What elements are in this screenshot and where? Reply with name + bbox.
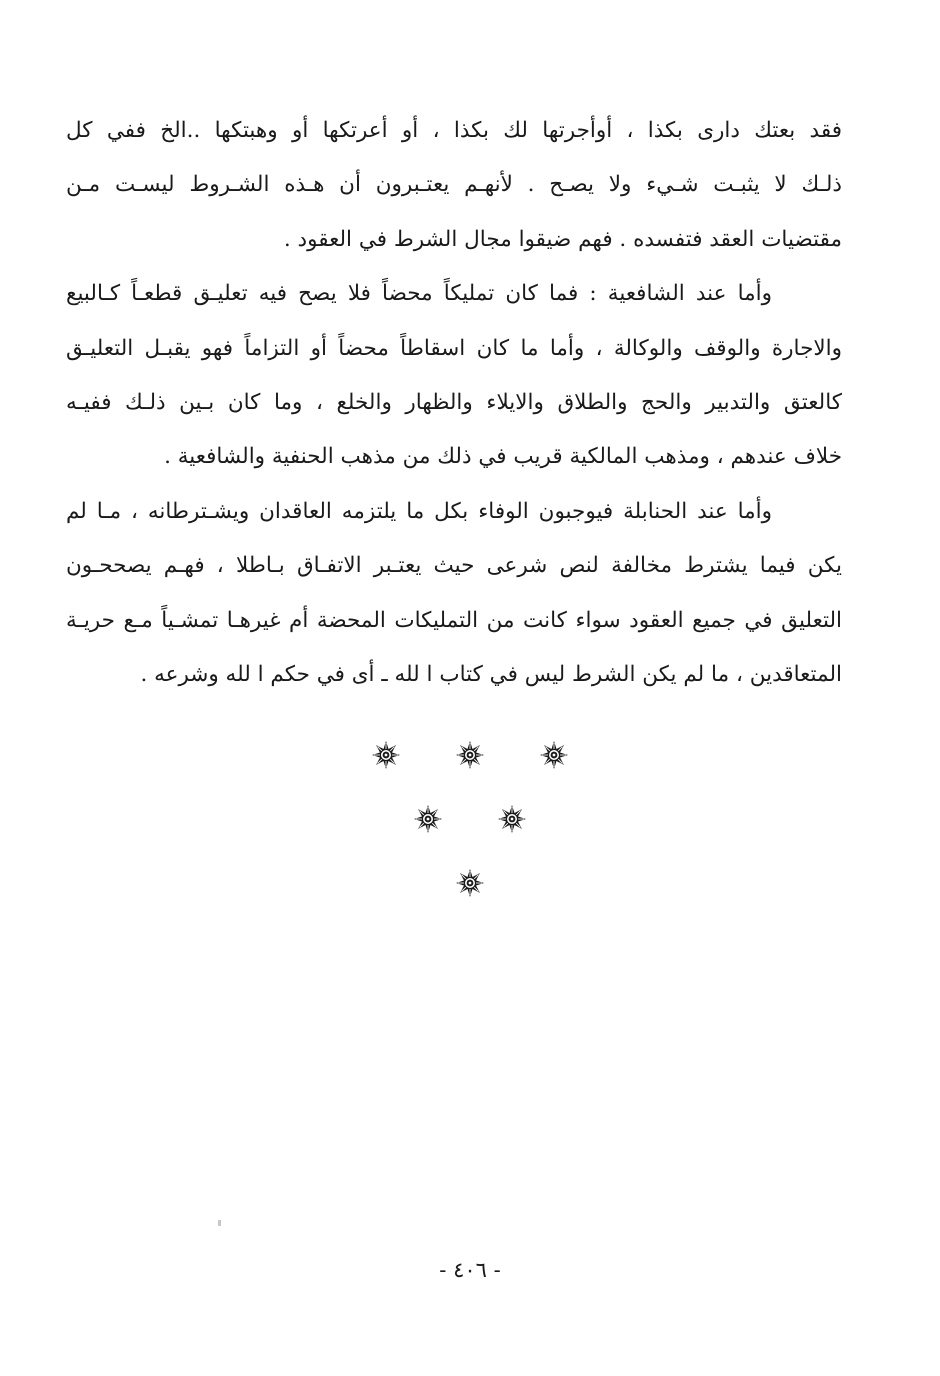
scan-speck [218, 1220, 221, 1226]
eight-point-star-icon [497, 804, 527, 834]
text-line: خلاف عندهم ، ومذهب المالكية قريب في ذلك من مذهب الحنفية والشافعية . [164, 444, 842, 470]
ornament-row-1 [0, 740, 940, 770]
text-line: فقد بعتك دارى بكذا ، أوأجرتها لك بكذا ، أو أعرتكها أو وهبتكها ..الخ ففي كل [66, 118, 842, 143]
paragraph-1 [66, 104, 842, 267]
text-line: وأما عند الحنابلة فيوجبون الوفاء بكل ما يلتزمه العاقدان ويشـترطانه ، مـا لم [66, 498, 772, 524]
text-line: يكن فيما يشترط مخالفة لنص شرعى حيث يعتـبر الاتفـاق بـاطلا ، فهـم يصححـون [66, 553, 842, 579]
section-ornament [0, 740, 940, 920]
eight-point-star-icon [539, 740, 569, 770]
text-line: كالعتق والتدبير والحج والطلاق والايلاء والظهار والخلع ، وما كان بـين ذلـك ففيـه [66, 389, 842, 415]
ornament-row-2 [0, 804, 940, 834]
eight-point-star-icon [371, 740, 401, 770]
eight-point-star-icon [455, 740, 485, 770]
page-number: - ٤٠٦ - [439, 1258, 501, 1282]
eight-point-star-icon [413, 804, 443, 834]
text-line: وأما عند الشافعية : فما كان تمليكاً محضاً فلا يصح فيه تعليـق قطعـاً كـالبيع [66, 281, 772, 307]
body-text [66, 104, 842, 702]
eight-point-star-icon [455, 868, 485, 898]
text-line: ذلـك لا يثبـت شـيء ولا يصـح . لأنهـم يعتـبرون أن هـذه الشـروط ليسـت مـن [66, 172, 842, 198]
text-line: والاجارة والوقف والوكالة ، وأما ما كان اسقاطاً محضاً أو التزاماً فهو يقبـل التعليـق [66, 335, 842, 361]
ornament-row-3 [0, 868, 940, 898]
text-line: مقتضيات العقد فتفسده . فهم ضيقوا مجال الشرط في العقود . [283, 226, 842, 252]
text-line: المتعاقدين ، ما لم يكن الشرط ليس في كتاب ا لله ـ أى في حكم ا لله وشرعه . [140, 661, 842, 687]
text-line: التعليق في جميع العقود سواء كانت من التمليكات المحضة أم غيرهـا تمشـياً مـع حريـة [66, 607, 842, 633]
paragraph-2 [66, 267, 842, 485]
paragraph-3 [66, 485, 842, 703]
